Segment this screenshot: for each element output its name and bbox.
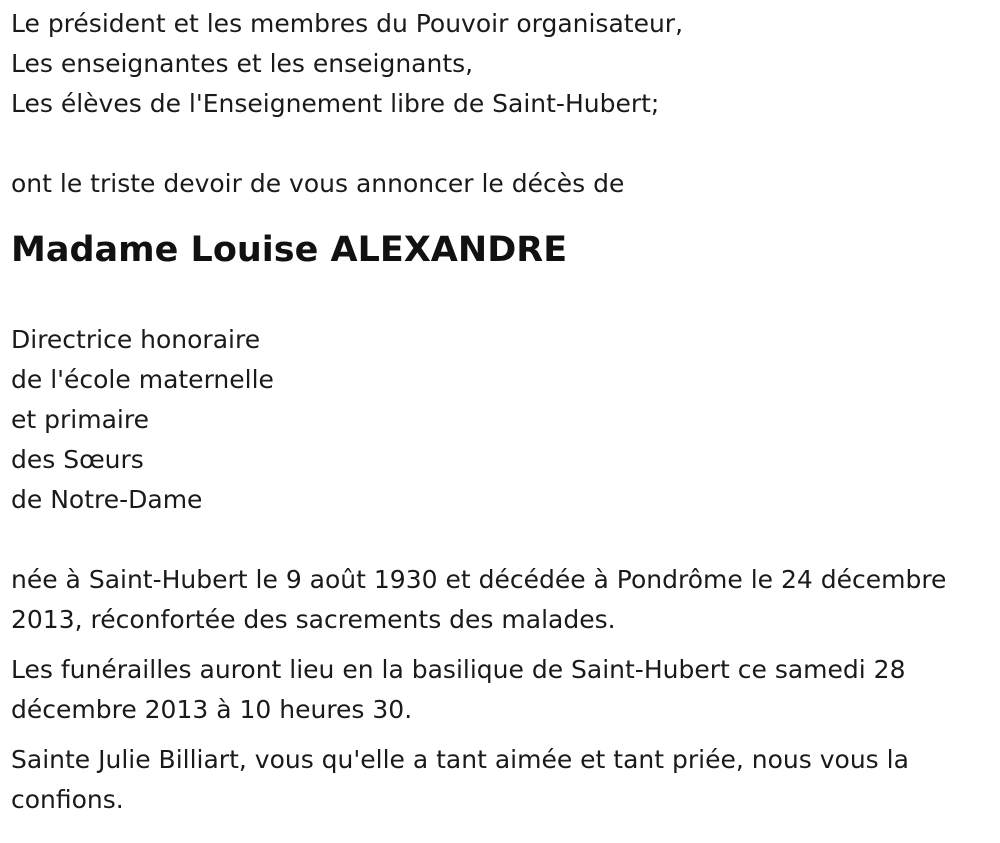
header-line-teachers: Les enseignantes et les enseignants, bbox=[11, 49, 474, 78]
spacer bbox=[11, 124, 986, 164]
announcement-text: ont le triste devoir de vous annoncer le décès de bbox=[11, 169, 625, 198]
prayer-paragraph: Sainte Julie Billiart, vous qu'elle a tant aimée et tant priée, nous vous la confions. bbox=[11, 745, 909, 814]
header-line-president: Le président et les membres du Pouvoir organisateur, bbox=[11, 9, 684, 38]
birth-death-paragraph: née à Saint-Hubert le 9 août 1930 et décédée à Pondrôme le 24 décembre 2013, réconfortée des sacrements des malades. bbox=[11, 565, 947, 634]
funeral-paragraph: Les funérailles auront lieu en la basilique de Saint-Hubert ce samedi 28 décembre 2013 à 10 heures 30. bbox=[11, 655, 906, 724]
header-line-students: Les élèves de l'Enseignement libre de Saint-Hubert; bbox=[11, 89, 660, 118]
title-line: de l'école maternelle bbox=[11, 365, 274, 394]
title-line: et primaire bbox=[11, 405, 149, 434]
title-line: de Notre-Dame bbox=[11, 485, 203, 514]
details-block bbox=[11, 560, 986, 820]
deceased-name: Madame Louise ALEXANDRE bbox=[11, 230, 568, 270]
title-line: Directrice honoraire bbox=[11, 325, 261, 354]
honorary-title-block bbox=[11, 320, 986, 520]
title-line: des Sœurs bbox=[11, 445, 144, 474]
header-block bbox=[11, 4, 986, 124]
